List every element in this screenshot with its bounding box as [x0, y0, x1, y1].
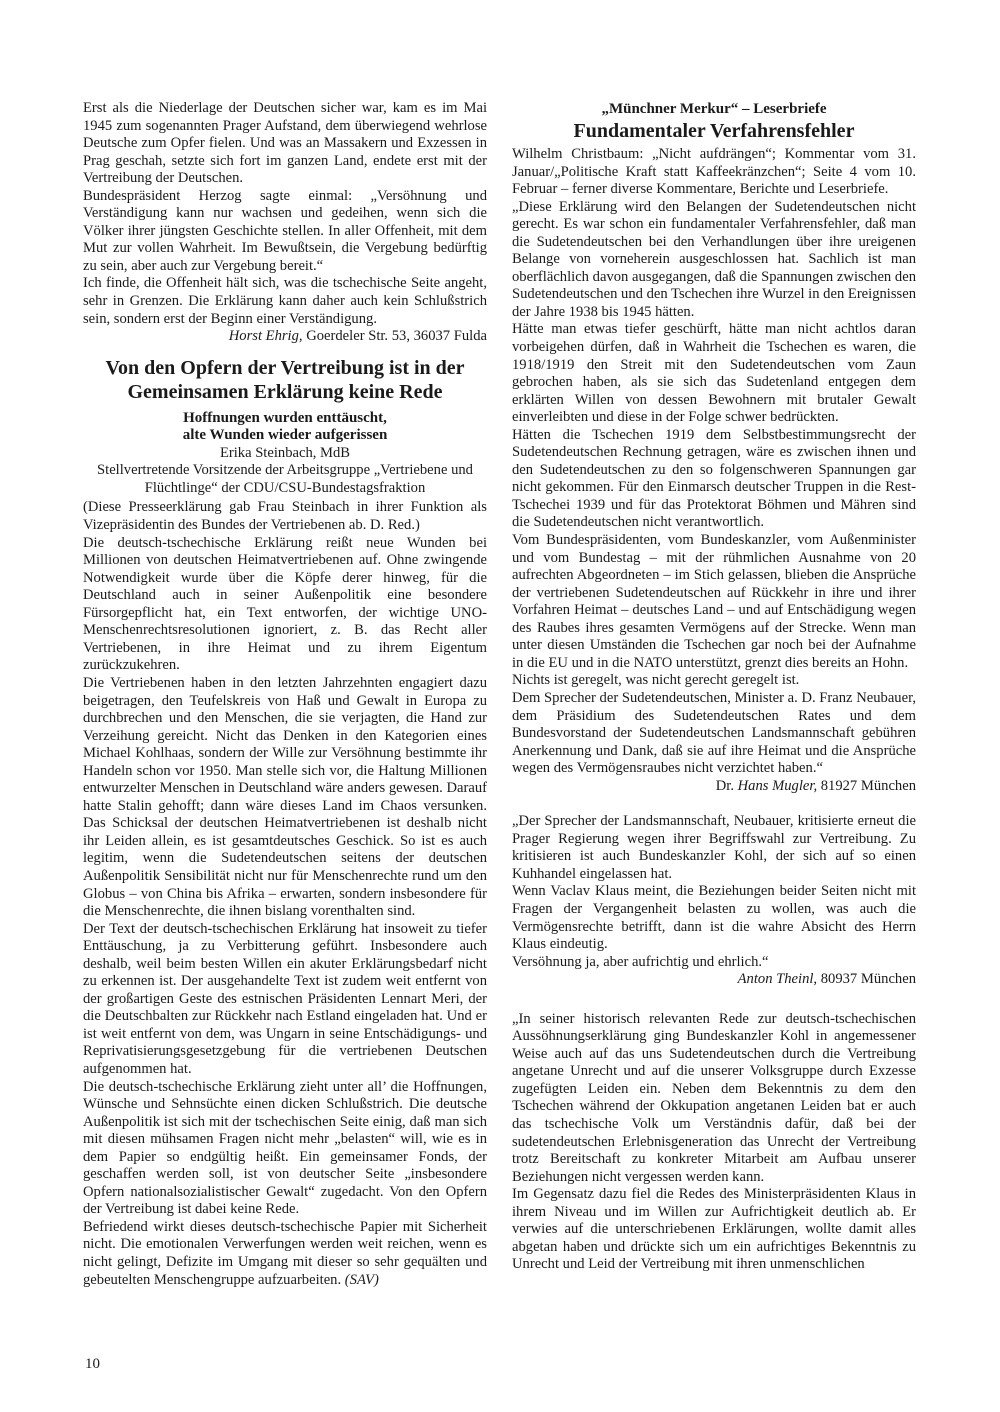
paragraph: Wilhelm Christbaum: „Nicht aufdrängen“; Kommentar vom 31. Januar/„Politische Kraft statt Kaffeekränzchen“; Seite 4 vom 10. Februar – ferner diverse Kommentare, Berichte und Leserbriefe.	[512, 146, 916, 198]
paragraph: Dem Sprecher der Sudetendeutschen, Minister a. D. Franz Neubauer, dem Präsidium des Sudetendeutschen Rates und dem Bundesvorstand der Sudetendeutschen Landsmannschaft gebühren Anerkennung und Dank, daß sie auf ihre Heimat und die Ansprüche wegen des Vermögensraubes nicht verzichtet haben.“	[512, 689, 916, 777]
signature-theinl	[512, 971, 916, 989]
article-subtitle-1: Hoffnungen wurden enttäuscht,	[183, 409, 387, 426]
signature-name: Hans Mugler,	[737, 777, 818, 794]
article-title: Von den Opfern der Vertreibung ist in der Gemeinsamen Erklärung keine Rede	[105, 356, 465, 403]
right-column	[512, 100, 916, 1274]
paragraph: Erst als die Niederlage der Deutschen sicher war, kam es im Mai 1945 zum sogenannten Prager Aufstand, dem überwiegend wehrlose Deutsche zum Opfer fielen. Und was an Massakern und Exzessen in Prag geschah, setzte sich fort im ganzen Land, endete erst mit der Vertreibung der Deutschen.	[83, 100, 487, 187]
paragraph: „In seiner historisch relevanten Rede zur deutsch-tschechischen Aussöhnungserklärung ging Bundeskanzler Kohl in angemessener Weise auch auf das uns Sudetendeutschen durch die Vertreibung angetane Unrecht und auf die unserer Volksgruppe durch Exzesse zugefügten Leiden ein. Neben dem Bekenntnis zu dem den Tschechen während der Okkupation angetanen Leiden bat er auch das tschechische Volk um Verständnis dafür, daß bei der sudetendeutschen Erlebnisgeneration das Unrecht der Vertreibung trotz Bereitschaft zu konkreter Mitarbeit am Aufbau unserer Beziehungen nicht vergessen werden kann.	[512, 1010, 916, 1185]
spacer	[512, 795, 916, 813]
signature-title: Dr.	[715, 777, 738, 794]
paragraph: Versöhnung ja, aber aufrichtig und ehrlich.“	[512, 953, 769, 970]
final-text: Befriedend wirkt dieses deutsch-tschechische Papier mit Sicherheit nicht. Die emotionalen Verwerfungen werden weit reichen, wenn es nicht gelingt, Defizite im Umgang mit dieser so sehr gequälten und gebeutelten Menschengruppe aufzuarbeiten.	[83, 1218, 487, 1288]
paragraph: Im Gegensatz dazu fiel die Redes des Ministerpräsidenten Klaus in ihrem Niveau und im Willen zur Aufrichtigkeit deutlich ab. Er verwies auf die unterschriebenen Erklärungen, wollte damit alles abgetan haben und drückte sich um ein aufrichtiges Bekenntnis zu Unrecht und Leid der Vertreibung mit ihren unmenschlichen	[512, 1186, 916, 1273]
signature-address: 80937 München	[817, 971, 916, 988]
paragraph: „Diese Erklärung wird den Belangen der Sudetendeutschen nicht gerecht. Es war schon ein fundamentaler Verfahrensfehler, daß man die Sudetendeutschen bei den Verhandlungen über ihre ureigenen Belange von vorneherein ausgeschlossen hat. Sachlich ist man oberflächlich davon ausgegangen, daß die Spannungen zwischen den Sudetendeutschen und den Tschechen ihre Wurzel in den Ereignissen der Jahre 1938 bis 1945 hätten.	[512, 198, 916, 320]
page-number: 10	[85, 1356, 100, 1372]
spacer	[512, 989, 916, 1011]
paragraph: Der Text der deutsch-tschechischen Erklärung hat insoweit zu tiefer Enttäuschung, ja zu Verbitterung geführt. Insbesondere auch deshalb, weil beim besten Willen ein akuter Erklärungsbedarf nicht zu erkennen ist. Der ausgehandelte Text ist zudem weit entfernt von der großartigen Geste des estnischen Präsidenten Lennart Meri, der die Deutschbalten zur Rückkehr nach Estland eingeladen hat. Und er ist weit entfernt von dem, was Ungarn in seine Entschädigungs- und Reprivatisierungsgesetzgebung für die vertriebenen Deutschen aufgenommen hat.	[83, 920, 487, 1077]
paragraph: Hätte man etwas tiefer geschürft, hätte man nicht achtlos daran vorbeigehen dürfen, daß in Wahrheit die Tschechen es waren, die 1918/1919 den Streit mit den Sudetendeutschen vom Zaun gebrochen haben, als sie sich das Sudetenland entgegen dem erklärten Willen von dessen Bewohnern mit brutaler Gewalt einverleibten und diese in der Folge schwer bedrückten.	[512, 321, 916, 426]
paragraph: Nichts ist geregelt, was nicht gerecht geregelt ist.	[512, 672, 800, 689]
signature-name: Anton Theinl,	[737, 971, 818, 988]
paragraph: Hätten die Tschechen 1919 dem Selbstbestimmungsrecht der Sudetendeutschen Rechnung getragen, wäre es zwischen ihnen und den Sudetendeutschen zu den so folgenschweren Spannungen gar nicht gekommen. Für den Einmarsch deutscher Truppen in die Rest-Tschechei 1939 und für das Protektorat Böhmen und Mähren sind die Sudetendeutschen nicht verantwortlich.	[512, 426, 916, 531]
source-tag: (SAV)	[344, 1271, 379, 1288]
paragraph: Ich finde, die Offenheit hält sich, was die tschechische Seite angeht, sehr in Grenzen. Die Erklärung kann daher auch kein Schlußstrich sein, sondern erst der Beginn einer Verständigung.	[83, 275, 487, 327]
paragraph: Die deutsch-tschechische Erklärung reißt neue Wunden bei Millionen von deutschen Heimatvertriebenen auf. Ohne zwingende Notwendigkeit wurde über die Köpfe derer hinweg, für die Deutschland auch in seiner Außenpolitik eine besondere Fürsorgepflicht hat, ein Text entworfen, der wichtige UNO-Menschenrechtsresolutionen ignoriert, z. B. das Recht aller Vertriebenen, in ihre Heimat und zu ihrem Eigentum zurückzukehren.	[83, 534, 487, 674]
paragraph: Bundespräsident Herzog sagte einmal: „Versöhnung und Verständigung kann nur wachsen und gedeihen, wenn sich die Völker ihrer jüngsten Geschichte stellen. In aller Offenheit, mit dem Mut zur vollen Wahrheit. Im Bewußtsein, die Vergebung bedürftig zu sein, aber auch zur Vergebung bereit.“	[83, 187, 487, 274]
article-subtitle-2: alte Wunden wieder aufgerissen	[182, 427, 388, 444]
left-column	[83, 100, 487, 1289]
signature-mugler	[512, 778, 916, 796]
paragraph: Wenn Vaclav Klaus meint, die Beziehungen beider Seiten nicht mit Fragen der Vergangenheit belasten zu wollen, was auch die Vermögensrechte betrifft, dann ist die wahre Absicht des Herrn Klaus eindeutig.	[512, 883, 916, 953]
signature-address: 81927 München	[817, 777, 916, 794]
signature-name: Horst Ehrig,	[228, 328, 303, 345]
editor-note: (Diese Presseerklärung gab Frau Steinbach in ihrer Funktion als Vizepräsidentin des Bundes der Vertriebenen ab. D. Red.)	[83, 499, 487, 534]
author-name: Erika Steinbach, MdB	[219, 444, 351, 461]
signature-address: Goerdeler Str. 53, 36037 Fulda	[302, 328, 487, 345]
signature-ehrig	[83, 328, 487, 346]
paragraph	[83, 1219, 487, 1289]
author-role: Stellvertretende Vorsitzende der Arbeitsgruppe „Vertriebene und Flüchtlinge“ der CDU/CSU-Bundestagsfraktion	[97, 462, 473, 496]
section-label: „Münchner Merkur“ – Leserbriefe	[601, 101, 827, 117]
section-title: Fundamentaler Verfahrensfehler	[573, 120, 855, 142]
paragraph: Die deutsch-tschechische Erklärung zieht unter all’ die Hoffnungen, Wünsche und Sehnsüchte einen dicken Schlußstrich. Die deutsche Außenpolitik ist sich mit der tschechischen Seite einig, daß man sich mit diesen mühsamen Fragen nicht mehr „belasten“ will, wie es in dem Papier so endgültig heißt. Ein gemeinsamer Fonds, der geschaffen werden soll, ist von deutscher Seite „insbesondere Opfern nationalsozialistischer Gewalt“ zugedacht. Von den Opfern der Vertreibung ist dabei keine Rede.	[83, 1078, 487, 1218]
paragraph: Vom Bundespräsidenten, vom Bundeskanzler, vom Außenminister und vom Bundestag – mit der rühmlichen Ausnahme von 20 aufrechten Abgeordneten – im Stich gelassen, blieben die Ansprüche der vertriebenen Sudetendeutschen auf Rückkehr in ihre und ihrer Vorfahren Heimat – deutsches Land – und auf Entschädigung wegen des Raubes ihres gesamten Vermögens auf der Strecke. Wenn man unter diesen Umständen die Tschechen gar noch bei der Aufnahme in die EU und in die NATO unterstützt, grenzt dies bereits an Hohn.	[512, 532, 916, 671]
paragraph: Die Vertriebenen haben in den letzten Jahrzehnten engagiert dazu beigetragen, den Teufelskreis von Haß und Gewalt in Europa zu durchbrechen und den Menschen, die sie verjagten, die Hand zur Verzeihung gereicht. Nicht das Denken in den Kategorien eines Michael Kohlhaas, sondern der Wille zur Versöhnung bestimmte ihr Handeln schon vor 1950. Man stelle sich vor, die Haltung Millionen entwurzelter Menschen in Deutschland wäre anders gewesen. Darauf hatte Stalin gehofft; dann wäre dieses Land im Chaos versunken. Das Schicksal der deutschen Heimatvertriebenen ist deshalb nicht ihr Leiden allein, es ist gesamtdeutsches Geschick. So ist es auch legitim, wenn die Sudetendeutschen seitens der deutschen Außenpolitik Sensibilität nicht nur für Menschenrechte rund um den Globus – von China bis Afrika – erwarten, sondern insbesondere für die Menschenrechte, die ihnen bislang vorenthalten sind.	[83, 674, 487, 920]
paragraph: „Der Sprecher der Landsmannschaft, Neubauer, kritisierte erneut die Prager Regierung wegen ihrer Begriffswahl zur Vertreibung. Zu kritisieren ist auch Bundeskanzler Kohl, der sich auf so einen Kuhhandel eingelassen hat.	[512, 813, 916, 882]
